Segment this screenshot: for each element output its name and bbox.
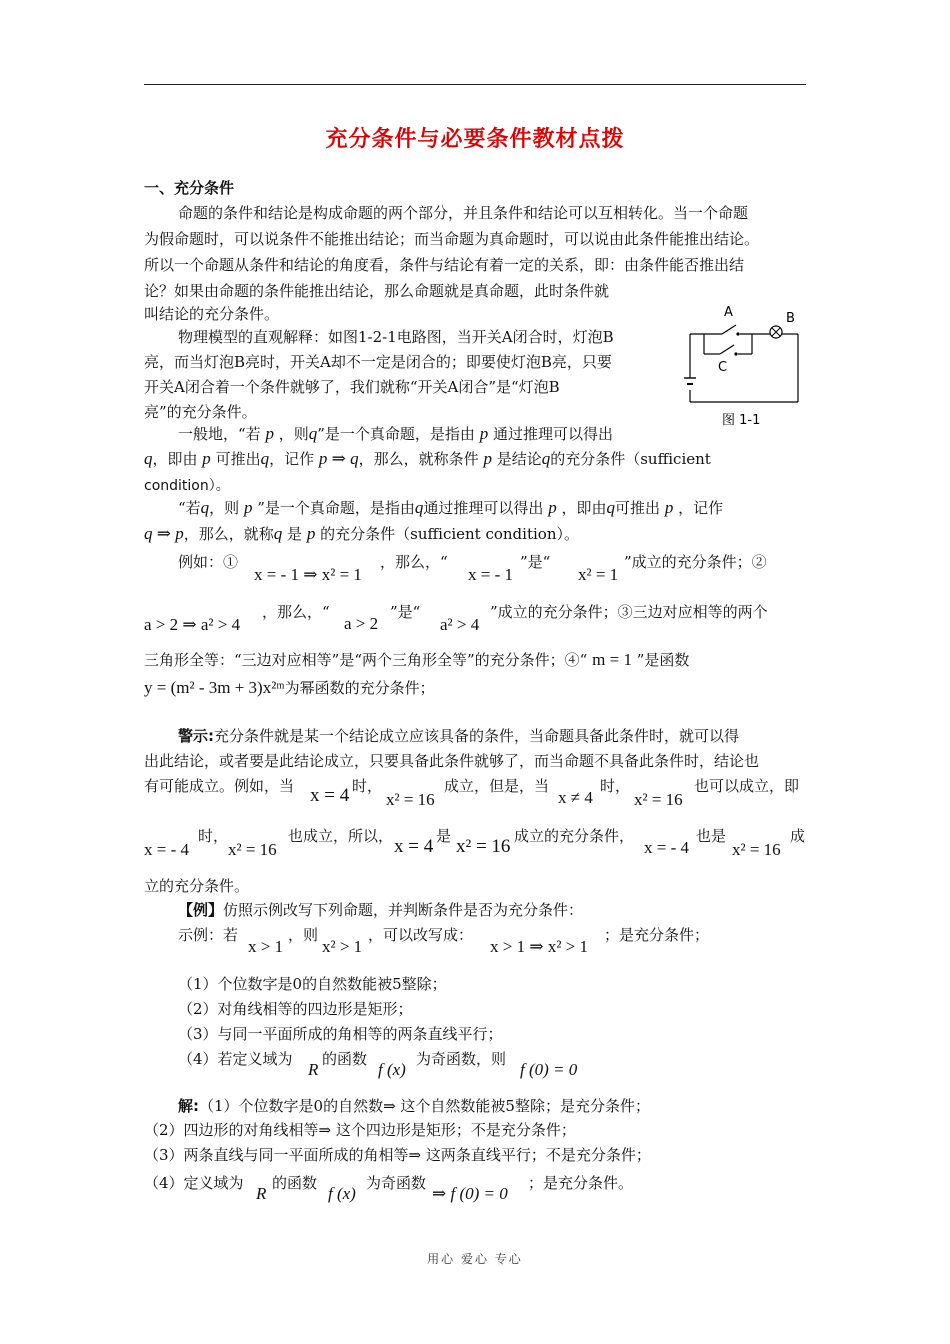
math-expression: x = - 1 ⇒ x² = 1 xyxy=(254,565,362,584)
paragraph-line: 的函数 xyxy=(272,1174,318,1192)
math-expression: x² = 1 xyxy=(578,565,619,584)
math-expression: x > 1 xyxy=(248,937,284,956)
math-expression: x² = 16 xyxy=(386,790,435,809)
switch-a xyxy=(722,325,736,334)
page-footer: 用心 爱心 专心 xyxy=(427,1252,523,1266)
paragraph-line: 警示:充分条件就是某一个结论成立应该具备的条件，当命题具备此条件时，就可以得 xyxy=(178,727,740,745)
paragraph-line: 时， xyxy=(198,827,229,845)
paragraph-line: 也是 xyxy=(696,827,727,845)
paragraph-line: ”成立的充分条件；③三边对应相等的两个 xyxy=(490,603,768,621)
paragraph-line: 也可以成立，即 xyxy=(694,777,800,795)
paragraph-line: 解:（1）个位数字是0的自然数⇒ 这个自然数能被5整除；是充分条件； xyxy=(178,1097,650,1115)
paragraph-line: （3）两条直线与同一平面所成的角相等⇒ 这两条直线平行；不是充分条件； xyxy=(144,1146,651,1164)
circuit-diagram xyxy=(684,300,814,430)
math-expression: x = - 4 xyxy=(144,840,189,859)
header-rule xyxy=(144,84,806,85)
math-expression: R xyxy=(256,1184,267,1203)
paragraph-line: 亮”的充分条件。 xyxy=(144,403,257,421)
paragraph-line: 例如：① xyxy=(178,553,239,571)
math-expression: x = - 4 xyxy=(644,838,689,857)
page-title: 充分条件与必要条件教材点拨 xyxy=(325,127,625,152)
math-expression: x² = 16 xyxy=(732,840,781,859)
paragraph-line: condition）。 xyxy=(144,478,230,494)
paragraph-line: ”是“ xyxy=(520,553,551,571)
math-expression: a > 2 ⇒ a² > 4 xyxy=(144,615,241,634)
paragraph-line: 成立，但是，当 xyxy=(444,777,550,795)
paragraph-line: q ⇒ p，那么，就称q 是 p 的充分条件（sufficient condition）。 xyxy=(144,524,579,543)
paragraph-line: 叫结论的充分条件。 xyxy=(144,305,280,323)
math-expression: x > 1 ⇒ x² > 1 xyxy=(490,937,589,956)
label-c: C xyxy=(718,360,728,375)
paragraph-line: 所以一个命题从条件和结论的角度看，条件与结论有着一定的关系，即：由条件能否推出结 xyxy=(144,256,745,274)
paragraph-line: “若q，则 p ”是一个真命题，是指由q通过推理可以得出 p ，即由q可推出 p ，记作 xyxy=(178,498,724,517)
paragraph-line: y = (m² - 3m + 3)x²ᵐ为幂函数的充分条件； xyxy=(144,678,435,697)
math-expression: x = - 1 xyxy=(468,565,513,584)
paragraph-line: 为假命题时，可以说条件不能推出结论；而当命题为真命题时，可以说由此条件能推出结论。 xyxy=(144,230,760,248)
paragraph-line: 出此结论，或者要是此结论成立，只要具备此条件就够了，而当命题不具备此条件时，结论也 xyxy=(144,752,760,770)
paragraph-line: ，则 xyxy=(288,926,319,944)
paragraph-line: 立的充分条件。 xyxy=(144,877,250,895)
paragraph-line: 时， xyxy=(352,777,383,795)
paragraph-line: 时， xyxy=(600,777,631,795)
paragraph-line: ”成立的充分条件；② xyxy=(624,553,767,571)
switch-c xyxy=(720,345,734,354)
paragraph-line: 也成立，所以， xyxy=(288,827,394,845)
paragraph-line: 亮，而当灯泡B亮时，开关A却不一定是闭合的；即要使灯泡B亮，只要 xyxy=(144,353,612,371)
paragraph-line: ，那么，“ xyxy=(262,603,330,621)
math-expression: f (x) xyxy=(328,1184,356,1203)
math-expression: x ≠ 4 xyxy=(558,788,593,807)
paragraph-line: （4）定义域为 xyxy=(144,1174,244,1192)
math-expression: x = 4 xyxy=(310,785,350,806)
paragraph-line: ，可以改写成： xyxy=(368,926,474,944)
paragraph-line: 为奇函数 xyxy=(366,1174,427,1192)
label-b: B xyxy=(786,311,795,326)
list-item: （4）若定义域为 xyxy=(178,1050,293,1068)
section-heading: 一、充分条件 xyxy=(144,179,235,197)
paragraph-line: 物理模型的直观解释：如图1-2-1电路图，当开关A闭合时，灯泡B xyxy=(178,328,614,346)
paragraph-line: 成立的充分条件， xyxy=(514,827,635,845)
paragraph-line: 成 xyxy=(790,827,806,845)
paragraph-line: ，那么，“ xyxy=(380,553,448,571)
math-expression: a² > 4 xyxy=(440,615,480,634)
math-expression: x² = 16 xyxy=(456,836,511,857)
paragraph-line: 论？如果由命题的条件能推出结论，那么命题就是真命题，此时条件就 xyxy=(144,282,610,300)
paragraph-line: 有可能成立。例如，当 xyxy=(144,777,295,795)
label-a: A xyxy=(724,305,733,320)
paragraph-line: 的函数 xyxy=(322,1050,368,1068)
math-expression: x² = 16 xyxy=(228,840,277,859)
paragraph-line: ；是充分条件。 xyxy=(528,1174,634,1192)
math-expression: x² = 16 xyxy=(634,790,683,809)
paragraph-line: 命题的条件和结论是构成命题的两个部分，并且条件和结论可以互相转化。当一个命题 xyxy=(178,204,749,222)
paragraph-line: 一般地，“若 p ，则q”是一个真命题，是指由 p 通过推理可以得出 xyxy=(178,424,613,443)
math-expression: R xyxy=(308,1060,319,1079)
list-item: （2）对角线相等的四边形是矩形； xyxy=(178,1000,413,1018)
figure-caption: 图 1-1 xyxy=(722,413,761,428)
math-expression: x² > 1 xyxy=(322,937,363,956)
paragraph-line: 示例：若 xyxy=(178,926,239,944)
math-expression: x = 4 xyxy=(394,836,434,857)
paragraph-line: （2）四边形的对角线相等⇒ 这个四边形是矩形；不是充分条件； xyxy=(144,1121,576,1139)
paragraph-line: 三角形全等：“三边对应相等”是“两个三角形全等”的充分条件；④“ m = 1 ”是函数 xyxy=(144,650,690,669)
math-expression: ⇒ f (0) = 0 xyxy=(432,1184,508,1203)
paragraph-line: 【例】仿照示例改写下列命题，并判断条件是否为充分条件： xyxy=(178,901,584,919)
paragraph-line: 为奇函数，则 xyxy=(416,1050,507,1068)
math-expression: f (x) xyxy=(378,1060,406,1079)
math-expression: f (0) = 0 xyxy=(520,1060,578,1079)
paragraph-line: ”是“ xyxy=(390,603,421,621)
list-item: （3）与同一平面所成的角相等的两条直线平行； xyxy=(178,1025,503,1043)
paragraph-line: 开关A闭合着一个条件就够了，我们就称“开关A闭合”是“灯泡B xyxy=(144,378,560,396)
list-item: （1）个位数字是0的自然数能被5整除； xyxy=(178,975,447,993)
paragraph-line: 是 xyxy=(436,827,452,845)
paragraph-line: ；是充分条件； xyxy=(604,926,710,944)
math-expression: a > 2 xyxy=(344,614,379,633)
paragraph-line: q，即由 p 可推出q，记作 p ⇒ q，那么，就称条件 p 是结论q的充分条件（sufficient xyxy=(144,449,711,468)
